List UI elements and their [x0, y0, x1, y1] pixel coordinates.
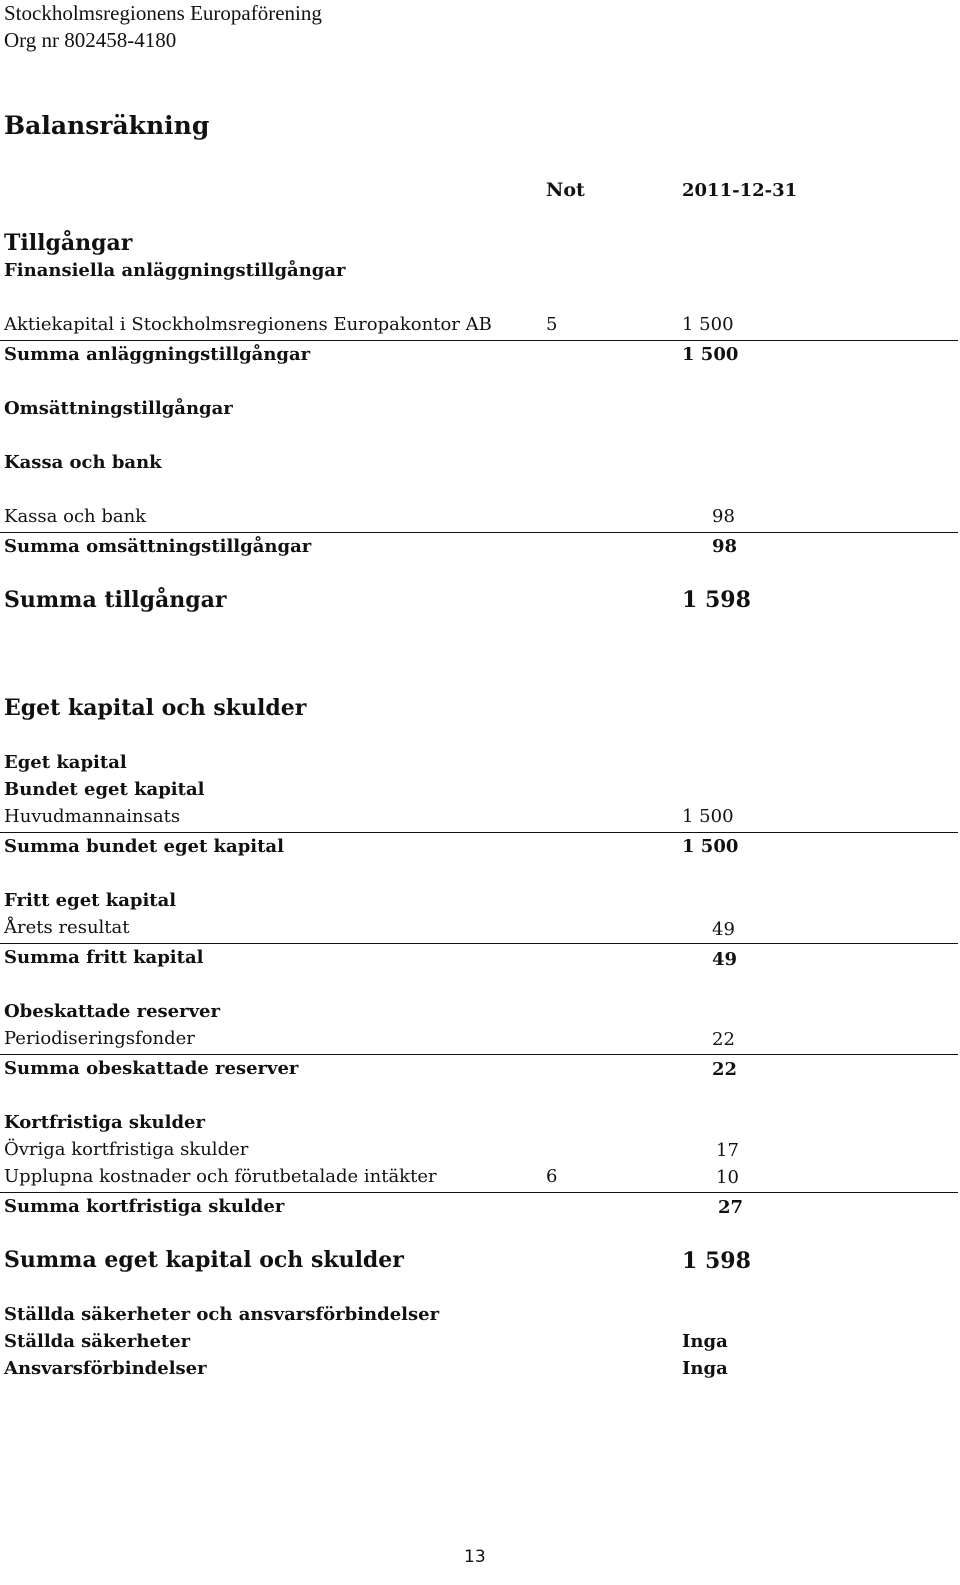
kassa-och-bank-heading: Kassa och bank — [4, 452, 162, 473]
kassa-och-bank-value: 98 — [712, 506, 735, 527]
arets-resultat-value: 49 — [712, 919, 735, 940]
divider — [0, 832, 958, 833]
stallda-sakerheter-label: Ställda säkerheter — [4, 1331, 191, 1352]
upplupna-value: 10 — [716, 1167, 739, 1188]
summa-bundet-label: Summa bundet eget kapital — [4, 836, 284, 857]
summa-omsattningstillgangar-value: 98 — [712, 536, 738, 557]
upplupna-label: Upplupna kostnader och förutbetalade intäkter — [4, 1166, 437, 1187]
aktiekapital-note: 5 — [546, 314, 558, 335]
ansvarsforbindelser-label: Ansvarsförbindelser — [4, 1358, 207, 1379]
periodiseringsfonder-label: Periodiseringsfonder — [4, 1028, 195, 1049]
divider — [0, 1054, 958, 1055]
aktiekapital-value: 1 500 — [682, 314, 734, 335]
summa-fritt-value: 49 — [712, 949, 738, 970]
eget-kapital-heading: Eget kapital — [4, 752, 127, 773]
ansvarsforbindelser-value: Inga — [682, 1358, 728, 1379]
summa-kortfristiga-value: 27 — [718, 1197, 744, 1218]
kassa-och-bank-label: Kassa och bank — [4, 506, 147, 527]
assets-heading: Tillgångar — [4, 230, 133, 256]
summa-eget-kapital-och-skulder-label: Summa eget kapital och skulder — [4, 1247, 404, 1273]
org-name: Stockholmsregionens Europaförening — [4, 1, 322, 25]
summa-anlaggningstillgangar-value: 1 500 — [682, 344, 739, 365]
bundet-eget-kapital-heading: Bundet eget kapital — [4, 779, 205, 800]
org-number: Org nr 802458-4180 — [4, 28, 177, 52]
summa-tillgangar-label: Summa tillgångar — [4, 587, 227, 613]
summa-bundet-value: 1 500 — [682, 836, 739, 857]
summa-eget-kapital-och-skulder-value: 1 598 — [682, 1248, 751, 1274]
omsattningstillgangar-heading: Omsättningstillgångar — [4, 398, 233, 419]
summa-omsattningstillgangar-label: Summa omsättningstillgångar — [4, 536, 312, 557]
divider — [0, 1192, 958, 1193]
divider — [0, 943, 958, 944]
pledges-heading: Ställda säkerheter och ansvarsförbindelser — [4, 1304, 440, 1325]
summa-kortfristiga-label: Summa kortfristiga skulder — [4, 1196, 285, 1217]
huvudmannainsats-value: 1 500 — [682, 806, 734, 827]
equity-liabilities-heading: Eget kapital och skulder — [4, 695, 307, 721]
ovriga-kortfristiga-label: Övriga kortfristiga skulder — [4, 1139, 249, 1160]
upplupna-note: 6 — [546, 1166, 558, 1187]
page-title: Balansräkning — [4, 111, 210, 140]
note-column-header: Not — [546, 179, 585, 201]
divider — [0, 532, 958, 533]
fritt-eget-kapital-heading: Fritt eget kapital — [4, 890, 177, 911]
huvudmannainsats-label: Huvudmannainsats — [4, 806, 181, 827]
ovriga-kortfristiga-value: 17 — [716, 1140, 739, 1161]
stallda-sakerheter-value: Inga — [682, 1331, 728, 1352]
periodiseringsfonder-value: 22 — [712, 1029, 735, 1050]
date-column-header: 2011-12-31 — [682, 180, 798, 201]
page-number: 13 — [464, 1547, 486, 1567]
summa-obeskattade-label: Summa obeskattade reserver — [4, 1058, 299, 1079]
summa-obeskattade-value: 22 — [712, 1059, 738, 1080]
summa-anlaggningstillgangar-label: Summa anläggningstillgångar — [4, 344, 311, 365]
divider — [0, 340, 958, 341]
arets-resultat-label: Årets resultat — [4, 917, 130, 938]
aktiekapital-label: Aktiekapital i Stockholmsregionens Europakontor AB — [4, 314, 492, 335]
kortfristiga-skulder-heading: Kortfristiga skulder — [4, 1112, 205, 1133]
financial-assets-heading: Finansiella anläggningstillgångar — [4, 260, 346, 281]
summa-tillgangar-value: 1 598 — [682, 587, 751, 613]
obeskattade-reserver-heading: Obeskattade reserver — [4, 1001, 220, 1022]
summa-fritt-label: Summa fritt kapital — [4, 947, 204, 968]
